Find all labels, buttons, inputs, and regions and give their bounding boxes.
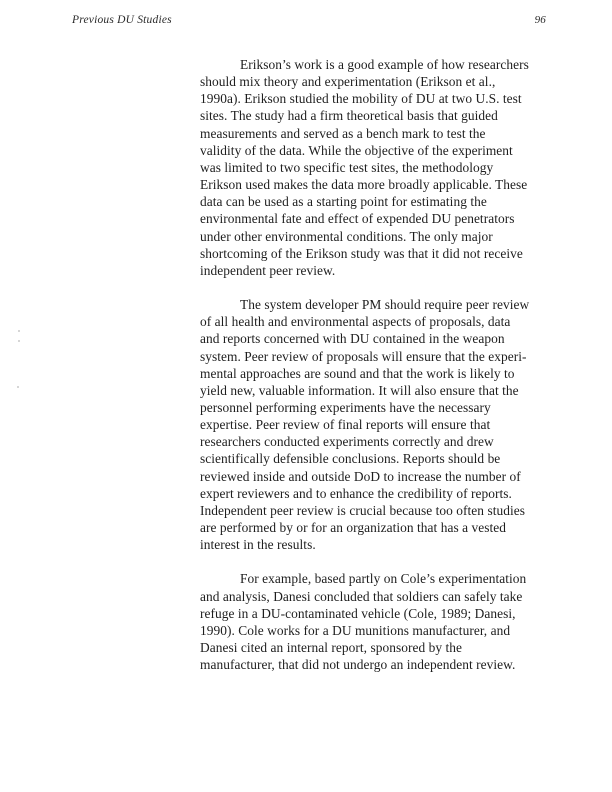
- text-line: sites. The study had a firm theoretical basis that guided: [200, 108, 498, 124]
- text-line: Erikson used makes the data more broadly applicable. These: [200, 177, 528, 193]
- text-line: data can be used as a starting point for estimating the: [200, 194, 487, 210]
- text-line: of all health and environmental aspects of proposals, data: [200, 314, 511, 330]
- running-header: [72, 14, 546, 26]
- paragraph: [200, 56, 550, 279]
- text-line: was limited to two specific test sites, the methodology: [200, 159, 494, 175]
- text-line: 1990). Cole works for a DU munitions manufacturer, and: [200, 622, 511, 638]
- text-line: expert reviewers and to enhance the credibility of reports.: [200, 485, 512, 501]
- text-line: measurements and served as a bench mark to test the: [200, 125, 486, 141]
- scan-artifact: [18, 330, 20, 332]
- text-line: expertise. Peer review of final reports will ensure that: [200, 417, 491, 433]
- text-line: The system developer PM should require peer review: [240, 297, 530, 313]
- paragraph: [200, 570, 550, 673]
- running-header-title: Previous DU Studies: [72, 14, 172, 26]
- text-line: under other environmental conditions. The only major: [200, 228, 493, 244]
- text-line: refuge in a DU-contaminated vehicle (Cole, 1989; Danesi,: [200, 605, 516, 621]
- paragraph: [200, 296, 550, 553]
- text-line: system. Peer review of proposals will ensure that the experi-: [200, 348, 527, 364]
- body-text: [200, 56, 550, 690]
- text-line: manufacturer, that did not undergo an independent review.: [200, 657, 516, 673]
- text-line: personnel performing experiments have the necessary: [200, 399, 491, 415]
- text-line: Erikson’s work is a good example of how researchers: [240, 57, 529, 72]
- text-line: independent peer review.: [200, 262, 336, 278]
- text-line: validity of the data. While the objective of the experiment: [200, 142, 513, 158]
- text-line: For example, based partly on Cole’s experimentation: [240, 571, 527, 587]
- text-line: environmental fate and effect of expended DU penetrators: [200, 211, 515, 227]
- text-line: reviewed inside and outside DoD to increase the number of: [200, 468, 521, 484]
- text-line: and reports concerned with DU contained in the weapon: [200, 331, 505, 347]
- text-line: 1990a). Erikson studied the mobility of DU at two U.S. test: [200, 91, 522, 107]
- text-line: mental approaches are sound and that the work is likely to: [200, 365, 515, 381]
- text-line: should mix theory and experimentation (Erikson et al.,: [200, 74, 496, 90]
- text-line: Danesi cited an internal report, sponsored by the: [200, 640, 462, 655]
- text-line: Independent peer review is crucial because too often studies: [200, 502, 525, 518]
- text-line: and analysis, Danesi concluded that soldiers can safely take: [200, 588, 523, 604]
- text-line: shortcoming of the Erikson study was that it did not receive: [200, 245, 523, 261]
- text-line: are performed by or for an organization that has a vested: [200, 520, 507, 536]
- scan-artifact: [17, 386, 19, 388]
- text-line: researchers conducted experiments correctly and drew: [200, 434, 494, 450]
- text-line: yield new, valuable information. It will also ensure that the: [200, 382, 519, 398]
- text-line: scientifically defensible conclusions. Reports should be: [200, 451, 501, 467]
- page-number: 96: [534, 14, 546, 26]
- scan-artifact: [18, 340, 20, 342]
- text-line: interest in the results.: [200, 537, 316, 553]
